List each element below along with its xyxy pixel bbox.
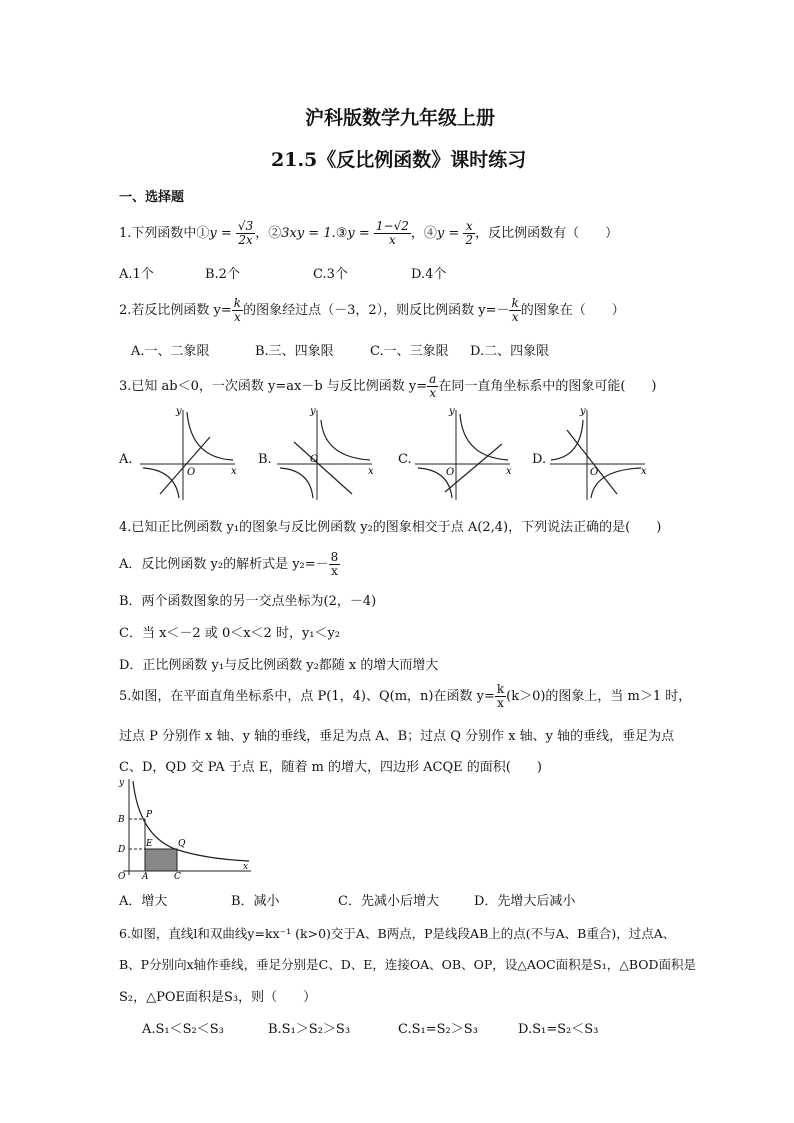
q1-fraction-3 (374, 220, 411, 247)
linear-line (294, 442, 352, 494)
q3-prefix: 3.已知 ab＜0，一次函数 y=ax－b 与反比例函数 y= (119, 379, 428, 394)
linear-line (567, 430, 617, 494)
q1-f4-num: x (463, 220, 475, 234)
q3-graph-b (272, 402, 382, 502)
origin-label: O (187, 467, 196, 478)
q1-option-d: D.4个 (411, 267, 447, 282)
fig-o-label: O (118, 872, 126, 880)
q4-option-b: B．两个函数图象的另一交点坐标为(2，－4) (119, 594, 377, 609)
q1-f4: y = (436, 226, 460, 241)
q1-option-b: B.2个 (205, 267, 240, 282)
question-6-line-1: 6.如图，直线l和双曲线y=kx⁻¹ (k>0)交于A、B两点，P是线段AB上的点(不与A、B重合)，过点A、 (119, 926, 676, 941)
fig-q-label: Q (178, 839, 186, 849)
q5-f-den: x (497, 696, 504, 710)
y-label: y (449, 406, 455, 417)
fig-p-label: P (146, 810, 153, 820)
q1-prefix: 1.下列函数中① (119, 226, 210, 241)
x-label: x (231, 466, 237, 477)
q5-figure (115, 775, 255, 880)
q6-option-c: C.S₁=S₂＞S₃ (398, 1022, 478, 1037)
q4-a-den: x (331, 564, 338, 578)
q5-f-num: k (496, 682, 505, 696)
doc-title: 沪科版数学九年级上册 (305, 107, 496, 129)
q6-option-b: B.S₁＞S₂＞S₃ (268, 1022, 351, 1037)
q5-suffix: (k＞0)的图象上，当 m＞1 时， (506, 689, 692, 704)
q5-fraction (495, 683, 506, 710)
y-label: y (580, 406, 586, 417)
fig-a-label: A (142, 872, 149, 880)
q1-f3: y = (347, 226, 370, 241)
section-heading: 一、选择题 (119, 190, 185, 205)
hyperbola-branch (460, 414, 508, 460)
q3-option-c-label: C. (398, 452, 412, 467)
q6-option-a: A.S₁＜S₂＜S₃ (142, 1022, 224, 1037)
q1-fraction-4 (463, 220, 475, 247)
x-label: x (368, 466, 374, 477)
origin-label: O (310, 454, 319, 465)
q1-f1: y = (209, 226, 232, 241)
q3-suffix: 在同一直角坐标系中的图象可能( ) (438, 379, 657, 394)
linear-line (160, 437, 210, 494)
q4-option-d: D．正比例函数 y₁与反比例函数 y₂都随 x 的增大而增大 (119, 658, 439, 673)
q3-fraction (427, 373, 438, 400)
question-6-line-2: B、P分别向x轴作垂线，垂足分别是C、D、E，连接OA、OB、OP，设△AOC面积是S₁，△BOD面积是 (119, 957, 697, 972)
q2-option-c: C.一、三象限 (370, 344, 449, 359)
q2-f2-den: x (511, 310, 519, 324)
q4-a-prefix: A．反比例函数 y₂的解析式是 y₂=－ (119, 557, 329, 572)
q2-f1-num: k (233, 296, 242, 310)
x-label: x (506, 466, 512, 477)
origin-label: O (446, 467, 455, 478)
q1-f3-den: x (389, 233, 396, 247)
q3-option-d-label: D. (532, 452, 547, 467)
origin-label: O (590, 467, 599, 478)
question-6-line-3: S₂，△POE面积是S₃，则（ ） (119, 990, 317, 1005)
q3-option-b-label: B. (258, 452, 272, 467)
q1-sep3: ，④ (410, 226, 437, 241)
shaded-quadrilateral (145, 849, 177, 871)
q4-option-c: C．当 x＜－2 或 0＜x＜2 时，y₁＜y₂ (119, 626, 341, 641)
q1-option-a: A.1个 (119, 267, 154, 282)
q2-fraction-2 (509, 297, 520, 324)
q5-option-d: D．先增大后减小 (474, 894, 576, 909)
q2-mid: 的图象经过点（－3，2），则反比例函数 y=－ (243, 303, 510, 318)
fig-d-label: D (118, 845, 126, 855)
fig-x-label: x (243, 862, 249, 872)
q4-a-fraction (329, 551, 341, 578)
q3-graph-c (410, 402, 520, 502)
fig-e-label: E (146, 839, 153, 849)
q3-graph-d (545, 402, 655, 502)
q1-suffix: ，反比例函数有（ ） (475, 226, 619, 241)
question-5-line-3: C、D，QD 交 PA 于点 E，随着 m 的增大，四边形 ACQE 的面积( ) (119, 760, 542, 775)
q1-fraction-1 (236, 220, 255, 247)
q5-option-c: C．先减小后增大 (338, 894, 439, 909)
q1-f1-num: √3 (237, 219, 254, 233)
y-label: y (176, 406, 182, 417)
q2-fraction-1 (232, 297, 243, 324)
q1-option-c: C.3个 (313, 267, 348, 282)
q1-sep2: .③ (331, 226, 348, 241)
doc-subtitle: 21.5《反比例函数》课时练习 (271, 149, 527, 171)
q3-f-num: a (429, 372, 437, 386)
hyperbola-branch (321, 420, 370, 460)
hyperbola-branch (280, 468, 313, 498)
hyperbola-branch (551, 420, 583, 460)
q1-f2: 3xy = 1 (281, 226, 332, 241)
q6-option-d: D.S₁=S₂＜S₃ (518, 1022, 599, 1037)
q3-f-den: x (429, 386, 437, 400)
fig-c-label: C (174, 872, 181, 880)
question-5-line-2: 过点 P 分别作 x 轴、y 轴的垂线，垂足为点 A、B；过点 Q 分别作 x 轴、y 轴的垂线，垂足为点 (119, 729, 675, 744)
q3-graph-a (135, 402, 245, 502)
question-4-stem: 4.已知正比例函数 y₁的图象与反比例函数 y₂的图象相交于点 A(2,4)，下列说法正确的是( ) (119, 520, 662, 535)
hyperbola-branch (187, 412, 233, 460)
q2-suffix: 的图象在（ ） (520, 303, 625, 318)
q1-f3-num: 1−√2 (375, 219, 409, 233)
q5-prefix: 5.如图，在平面直角坐标系中，点 P(1，4)、Q(m，n)在函数 y= (119, 689, 495, 704)
question-3-stem (119, 373, 656, 400)
q5-option-a: A．增大 (119, 894, 168, 909)
fig-b-label: B (118, 815, 125, 825)
fig-y-label: y (119, 778, 125, 788)
q1-sep1: ，② (255, 226, 282, 241)
q1-f4-den: 2 (465, 233, 474, 247)
q5-option-b: B．减小 (231, 894, 280, 909)
question-5-line-1 (119, 683, 691, 710)
q2-prefix: 2.若反比例函数 y= (119, 303, 232, 318)
q2-option-d: D.二、四象限 (470, 344, 550, 359)
q2-f1-den: x (234, 310, 241, 324)
question-2-stem (119, 297, 625, 324)
q2-option-a: A.一、二象限 (131, 344, 210, 359)
q2-f2-num: k (511, 296, 519, 310)
q1-f1-den: 2x (238, 233, 253, 247)
x-label: x (641, 466, 647, 477)
y-label: y (310, 406, 316, 417)
question-1-stem (119, 220, 618, 247)
q4-option-a (119, 551, 340, 578)
q4-a-num: 8 (330, 550, 339, 564)
q2-option-b: B.三、四象限 (255, 344, 334, 359)
q3-option-a-label: A. (119, 452, 133, 467)
